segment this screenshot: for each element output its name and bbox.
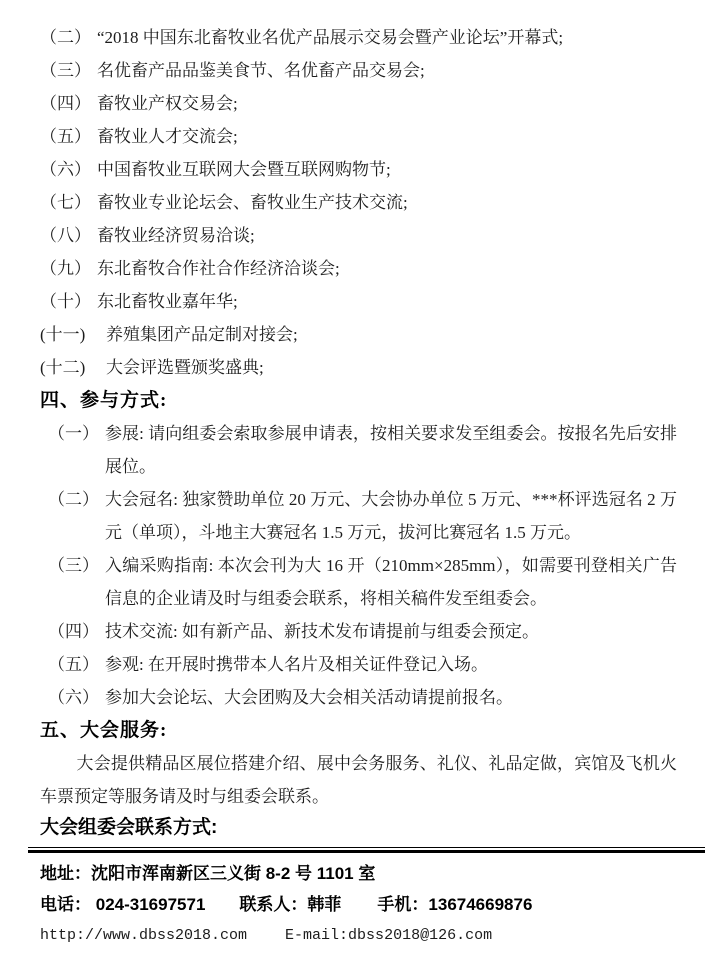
item-marker: （四） bbox=[40, 94, 91, 113]
list-item bbox=[48, 615, 677, 648]
list-item bbox=[40, 54, 677, 87]
contact-person-value: 韩菲 bbox=[307, 895, 342, 914]
participation-list bbox=[40, 417, 677, 714]
item-marker: （三） bbox=[40, 61, 91, 80]
item-marker: （六） bbox=[48, 688, 99, 707]
item-text: 名优畜产品品鉴美食节、名优畜产品交易会; bbox=[97, 61, 425, 80]
item-marker: （四） bbox=[48, 622, 99, 641]
list-item bbox=[40, 252, 677, 285]
item-text: 技术交流: 如有新产品、新技术发布请提前与组委会预定。 bbox=[105, 622, 539, 641]
list-item bbox=[40, 351, 677, 384]
item-marker: （二） bbox=[48, 490, 99, 509]
item-marker: （五） bbox=[48, 655, 99, 674]
phone-row bbox=[40, 889, 677, 920]
item-text: 东北畜牧合作社合作经济洽谈会; bbox=[97, 259, 340, 278]
list-item bbox=[40, 285, 677, 318]
list-item bbox=[40, 153, 677, 186]
item-text: 大会评选暨颁奖盛典; bbox=[106, 358, 264, 377]
address-row bbox=[40, 858, 677, 889]
item-marker: （三） bbox=[48, 556, 99, 575]
item-text: 东北畜牧业嘉年华; bbox=[97, 292, 238, 311]
mobile-value: 13674669876 bbox=[428, 895, 533, 914]
list-item bbox=[48, 648, 677, 681]
phone-label: 电话： bbox=[40, 895, 96, 914]
item-text: 畜牧业人才交流会; bbox=[97, 127, 238, 146]
contact-person-label: 联系人： bbox=[239, 895, 308, 914]
item-marker: (十一) bbox=[40, 325, 86, 344]
list-item bbox=[40, 318, 677, 351]
item-marker: (十二) bbox=[40, 358, 86, 377]
item-marker: （八） bbox=[40, 226, 91, 245]
list-item bbox=[40, 120, 677, 153]
item-text: 畜牧业经济贸易洽谈; bbox=[97, 226, 255, 245]
item-marker: （一） bbox=[48, 424, 99, 443]
item-marker: （五） bbox=[40, 127, 91, 146]
item-marker: （六） bbox=[40, 160, 91, 179]
item-text: “2018 中国东北畜牧业名优产品展示交易会暨产业论坛”开幕式; bbox=[97, 28, 564, 47]
email-address: E-mail:dbss2018@126.com bbox=[285, 927, 493, 944]
agenda-list bbox=[40, 21, 677, 384]
website-url: http://www.dbss2018.com bbox=[40, 927, 248, 944]
section-services-title: 五、大会服务: bbox=[40, 720, 168, 741]
item-text: 畜牧业产权交易会; bbox=[97, 94, 238, 113]
double-rule-divider bbox=[28, 847, 705, 853]
services-paragraph: 大会提供精品区展位搭建介绍、展中会务服务、礼仪、礼品定做，宾馆及飞机火车票预定等服务请及时与组委会联系。 bbox=[40, 754, 677, 806]
phone-value: 024-31697571 bbox=[95, 895, 206, 914]
section-participation-title: 四、参与方式: bbox=[40, 390, 168, 411]
list-item bbox=[40, 219, 677, 252]
address-value: 沈阳市浑南新区三义街 8-2 号 1101 室 bbox=[91, 864, 376, 883]
item-text: 大会冠名: 独家赞助单位 20 万元、大会协办单位 5 万元、***杯评选冠名 2 万元（单项），斗地主大赛冠名 1.5 万元，拔河比赛冠名 1.5 万元。 bbox=[105, 490, 677, 542]
item-text: 参加大会论坛、大会团购及大会相关活动请提前报名。 bbox=[105, 688, 513, 707]
list-item bbox=[48, 681, 677, 714]
item-text: 参展: 请向组委会索取参展申请表，按相关要求发至组委会。按报名先后安排展位。 bbox=[105, 424, 677, 476]
item-marker: （七） bbox=[40, 193, 91, 212]
contact-section-title: 大会组委会联系方式: bbox=[40, 817, 218, 838]
item-marker: （九） bbox=[40, 259, 91, 278]
list-item bbox=[48, 483, 677, 549]
item-marker: （十） bbox=[40, 292, 91, 311]
item-text: 入编采购指南: 本次会刊为大 16 开（210mm×285mm），如需要刊登相关广告信息的企业请及时与组委会联系，将相关稿件发至组委会。 bbox=[105, 556, 677, 608]
web-row bbox=[40, 920, 677, 951]
item-text: 养殖集团产品定制对接会; bbox=[106, 325, 298, 344]
list-item bbox=[48, 417, 677, 483]
item-text: 中国畜牧业互联网大会暨互联网购物节; bbox=[97, 160, 391, 179]
list-item bbox=[40, 21, 677, 54]
list-item bbox=[48, 549, 677, 615]
item-text: 参观: 在开展时携带本人名片及相关证件登记入场。 bbox=[105, 655, 488, 674]
item-marker: （二） bbox=[40, 28, 91, 47]
mobile-label: 手机： bbox=[377, 895, 429, 914]
list-item bbox=[40, 87, 677, 120]
address-label: 地址： bbox=[40, 864, 91, 883]
item-text: 畜牧业专业论坛会、畜牧业生产技术交流; bbox=[97, 193, 408, 212]
list-item bbox=[40, 186, 677, 219]
